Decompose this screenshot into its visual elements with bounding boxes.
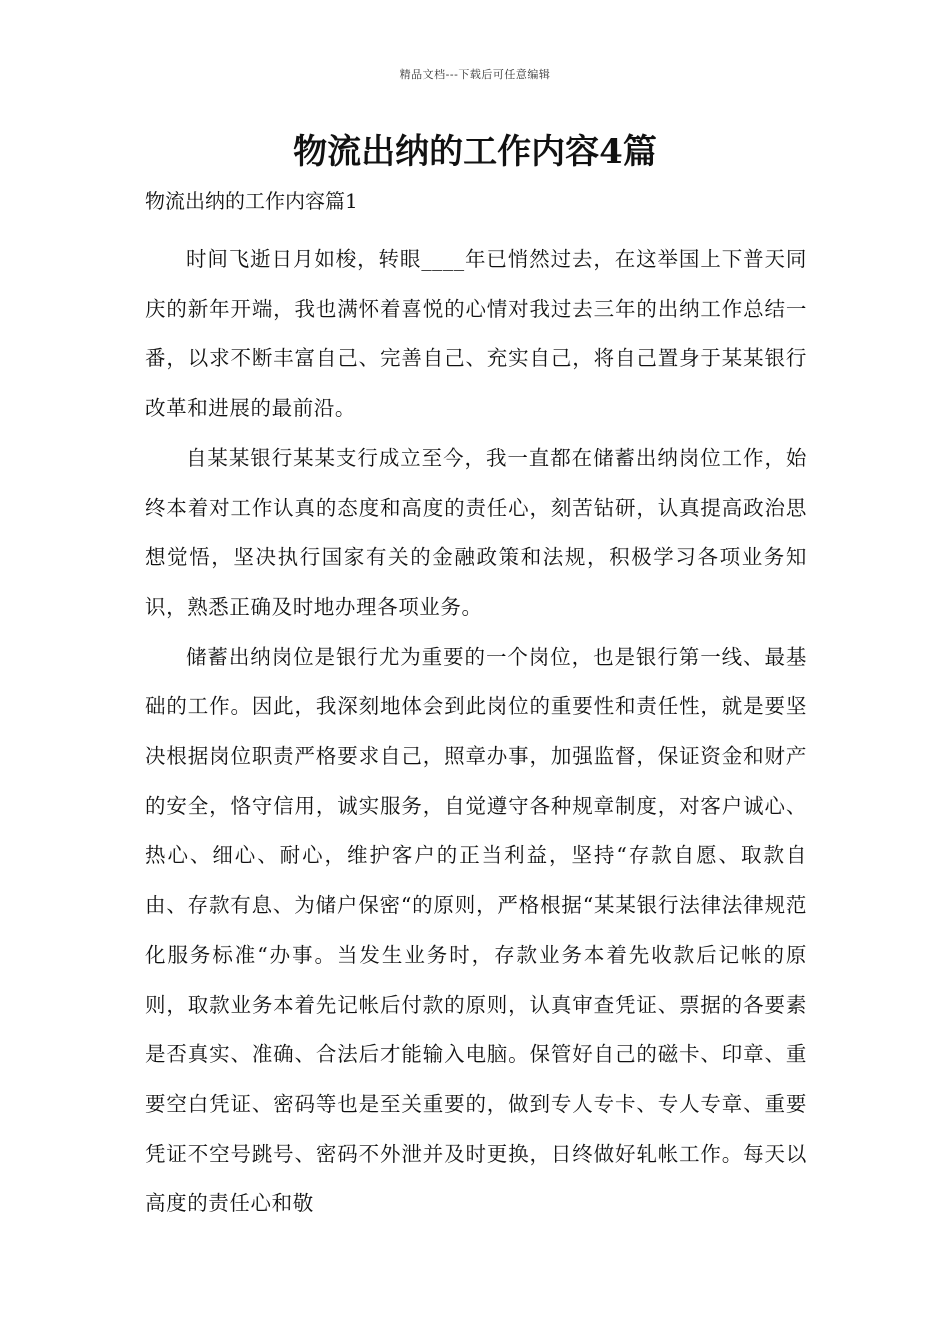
header-note: 精品文档---下载后可任意编辑 <box>399 68 551 81</box>
paragraph-2: 自某某银行某某支行成立至今，我一直都在储蓄出纳岗位工作，始终本着对工作认真的态度和高度的责任心，刻苦钻研，认真提高政治思想觉悟，坚决执行国家有关的金融政策和法规，积极学习各项业务知识，熟悉正确及时地办理各项业务。 <box>145 445 807 619</box>
section-heading: 物流出纳的工作内容篇1 <box>145 189 358 213</box>
document-title: 物流出纳的工作内容4篇 <box>293 132 657 172</box>
paragraph-3: 储蓄出纳岗位是银行尤为重要的一个岗位，也是银行第一线、最基础的工作。因此，我深刻地体会到此岗位的重要性和责任性，就是要坚决根据岗位职责严格要求自己，照章办事，加强监督，保证资金和财产的安全，恪守信用，诚实服务，自觉遵守各种规章制度，对客户诚心、热心、细心、耐心，维护客户的正当利益，坚持“存款自愿、取款自由、存款有息、为储户保密“的原则，严格根据“某某银行法律法律规范化服务标准“办事。当发生业务时，存款业务本着先收款后记帐的原则，取款业务本着先记帐后付款的原则，认真审查凭证、票据的各要素是否真实、准确、合法后才能输入电脑。保管好自己的磁卡、印章、重要空白凭证、密码等也是至关重要的，做到专人专卡、专人专章、重要凭证不空号跳号、密码不外泄并及时更换，日终做好轧帐工作。每天以高度的责任心和敬 <box>145 644 807 1216</box>
body-text <box>145 235 807 1229</box>
paragraph-1: 时间飞逝日月如梭，转眼____年已悄然过去，在这举国上下普天同庆的新年开端，我也满怀着喜悦的心情对我过去三年的出纳工作总结一番，以求不断丰富自己、完善自己、充实自己，将自己置身于某某银行改革和进展的最前沿。 <box>145 247 807 421</box>
